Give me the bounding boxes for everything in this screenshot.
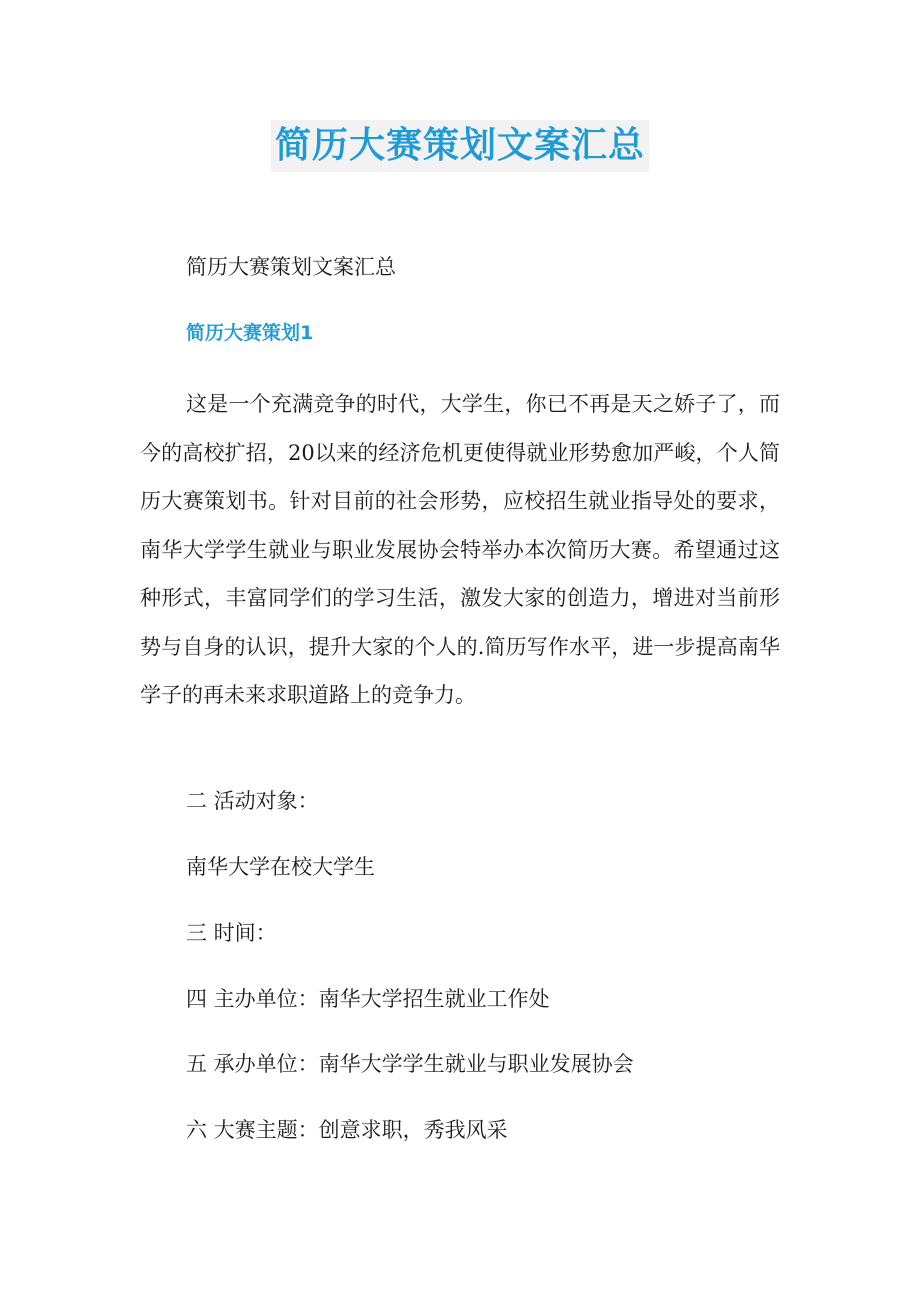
section-heading: 简历大赛策划1 — [186, 322, 314, 344]
item-theme: 六 大赛主题：创意求职，秀我风采 — [186, 1118, 508, 1142]
item-activity-target: 二 活动对象： — [186, 789, 319, 813]
body-paragraph: 这是一个充满竞争的时代，大学生，你已不再是天之娇子了，而今的高校扩招，20以来的经济危机更使得就业形势愈加严峻，个人简历大赛策划书。针对目前的社会形势，应校招生就业指导处的要求，南华大学学生就业与职业发展协会特举办本次简历大赛。希望通过这种形式，丰富同学们的学习生活，激发大家的创造力，增进对当前形势与自身的认识，提升大家的个人的.简历写作水平，进一步提高南华学子的再未来求职道路上的竞争力。 — [140, 392, 780, 707]
item-host: 四 主办单位：南华大学招生就业工作处 — [186, 987, 550, 1011]
document-title: 简历大赛策划文案汇总 — [271, 120, 649, 172]
item-target-value: 南华大学在校大学生 — [186, 855, 375, 879]
item-time: 三 时间： — [186, 921, 277, 945]
title-wrapper — [0, 120, 920, 172]
intro-line: 简历大赛策划文案汇总 — [186, 255, 396, 279]
item-organizer: 五 承办单位：南华大学学生就业与职业发展协会 — [186, 1052, 634, 1076]
